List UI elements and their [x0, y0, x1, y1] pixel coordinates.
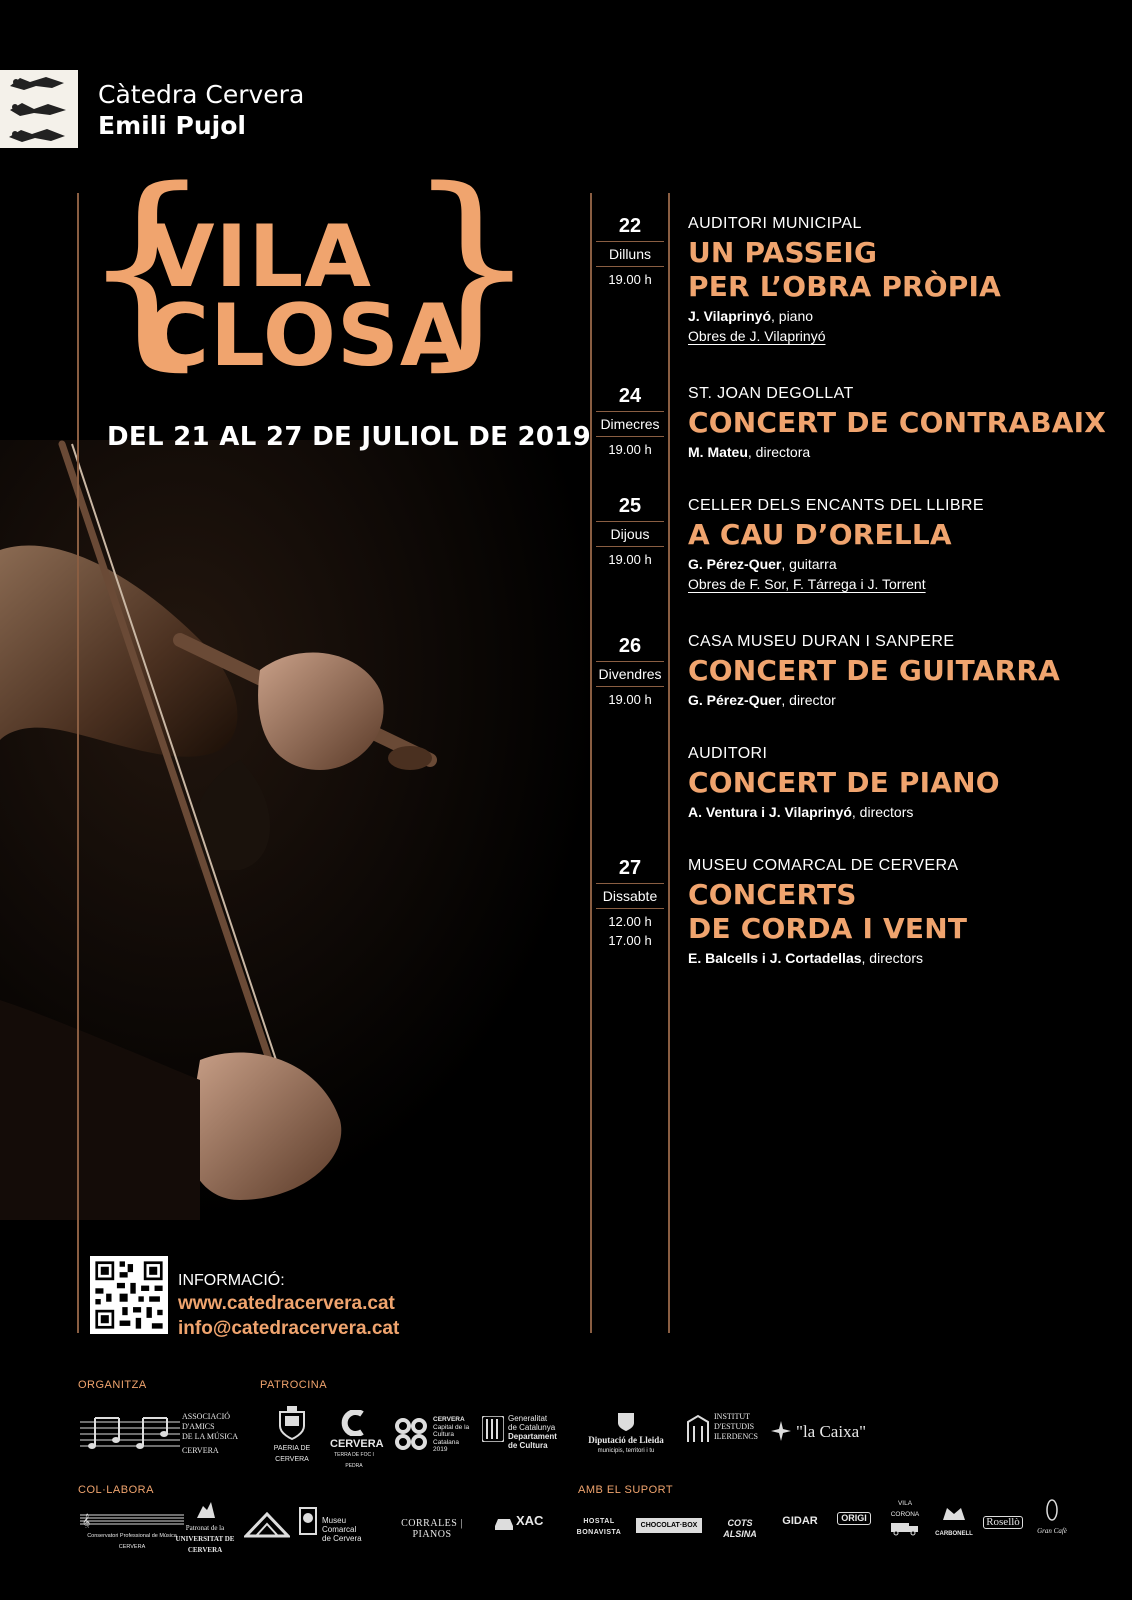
event-performer: E. Balcells i J. Cortadellas, directors: [688, 950, 923, 966]
capital-cultura-icon: [393, 1416, 429, 1452]
paeria-cervera-logo: PAERIA DE CERVERA: [262, 1406, 322, 1465]
day-number: 24: [618, 385, 642, 407]
music-staff-icon: [80, 1414, 180, 1454]
day-number: 26: [618, 635, 642, 657]
day-24: [590, 384, 670, 459]
car-icon: [494, 1514, 514, 1532]
music-staff-icon: [80, 1512, 184, 1528]
gidar-logo: GIDAR: [782, 1515, 818, 1527]
event-venue: AUDITORI MUNICIPAL: [688, 215, 862, 232]
day-weekday: Divendres: [598, 666, 662, 682]
day-weekday: Dissabte: [602, 888, 658, 904]
event-performer: J. Vilaprinyó, piano: [688, 308, 814, 324]
museu-icon: [296, 1506, 320, 1536]
conservatori-logo: 𝄞 Conservatori Professional de Música CERVERA: [80, 1512, 184, 1553]
event-title: A CAU D’ORELLA: [688, 518, 952, 551]
section-suport: AMB EL SUPORT: [578, 1484, 674, 1496]
svg-text:𝄞: 𝄞: [82, 1514, 91, 1528]
generalitat-logo: Generalitat de Catalunya Departament de Cultura: [482, 1414, 572, 1454]
day-number: 27: [618, 857, 642, 879]
brace-left: {: [80, 144, 214, 389]
website-link[interactable]: www.catedracervera.cat: [178, 1293, 395, 1314]
event-performer: G. Pérez-Quer, guitarra: [688, 556, 837, 572]
event-title: UN PASSEIG: [688, 236, 878, 269]
email-link[interactable]: info@catedracervera.cat: [178, 1318, 400, 1339]
event-title: PER L’OBRA PRÒPIA: [688, 270, 1002, 303]
gran-cafe-icon: [1045, 1498, 1059, 1522]
day-number: 22: [618, 215, 642, 237]
triangle-logo-icon: [244, 1512, 290, 1538]
event-venue: CELLER DELS ENCANTS DEL LLIBRE: [688, 497, 984, 514]
brand-subtitle: Emili Pujol: [98, 111, 246, 140]
event-venue: ST. JOAN DEGOLLAT: [688, 385, 854, 402]
chocolat-box-logo: CHOCOLAT·BOX: [636, 1518, 702, 1533]
cervera-logo: CERVERA TERRA DE FOC I PEDRA: [330, 1410, 378, 1472]
day-time: 19.00 h: [608, 552, 652, 567]
corrales-pianos-logo: CORRALES | PIANOS: [401, 1518, 463, 1540]
amics-musica-logo: ASSOCIACIÓ D'AMICS DE LA MÚSICA CERVERA: [80, 1410, 240, 1460]
museu-comarcal-logo: Museu Comarcal de Cervera: [296, 1506, 376, 1542]
truck-icon: [890, 1520, 920, 1536]
senyera-icon: [482, 1416, 504, 1442]
day-22: [590, 214, 670, 289]
event-item: [688, 214, 1128, 346]
section-organitza: ORGANITZA: [78, 1379, 147, 1391]
xac-logo: XAC: [494, 1512, 560, 1542]
event-performer: M. Mateu, directora: [688, 444, 811, 460]
event-title: DE CORDA I VENT: [688, 912, 968, 945]
brace-right: }: [405, 144, 539, 389]
day-27: [590, 856, 670, 950]
event-works: Obres de F. Sor, F. Tárrega i J. Torrent: [688, 576, 926, 592]
section-patrocina: PATROCINA: [260, 1379, 328, 1391]
capital-cultura-logo: CERVERA Capital de la Cultura Catalana 2019: [393, 1416, 473, 1456]
day-weekday: Dilluns: [608, 246, 651, 262]
day-26: [590, 634, 670, 709]
day-time: 12.00 h: [608, 914, 652, 929]
event-item: [688, 496, 1128, 594]
event-title: CONCERT DE CONTRABAIX: [688, 406, 1107, 439]
origi-logo: ORIGI: [832, 1512, 876, 1525]
festival-title-line2: CLOSA: [146, 286, 468, 386]
rosello-logo: Rosellò: [982, 1516, 1024, 1529]
violinist-photo: [0, 440, 600, 1220]
event-title: CONCERT DE PIANO: [688, 766, 1000, 799]
catedra-logo: [0, 70, 78, 148]
carbonell-logo: CARBONELL: [934, 1504, 974, 1540]
gran-cafe-logo: Gran Cafè: [1030, 1498, 1074, 1537]
carbonell-crest-icon: [941, 1504, 967, 1524]
patronat-universitat-logo: Patronat de la UNIVERSITAT DE CERVERA: [172, 1500, 238, 1556]
diputacio-shield-icon: [617, 1410, 635, 1432]
day-weekday: Dijous: [610, 526, 650, 542]
event-item: [688, 632, 1128, 710]
event-performer: A. Ventura i J. Vilaprinyó, directors: [688, 804, 914, 820]
day-weekday: Dimecres: [600, 416, 660, 432]
event-item: [688, 856, 1128, 968]
event-works: Obres de J. Vilaprinyó: [688, 328, 826, 344]
festival-title-line1: VILA: [148, 207, 372, 307]
day-time: 19.00 h: [608, 442, 652, 457]
divider-left: [77, 193, 79, 1333]
day-time: 17.00 h: [608, 933, 652, 948]
event-item: [688, 384, 1128, 462]
diputacio-lleida-logo: Diputació de Lleida municipis, territori i tu: [576, 1410, 676, 1457]
hostal-bonavista-logo: HOSTAL BONAVISTA: [576, 1518, 622, 1536]
divider-middle: [590, 193, 592, 1333]
info-label: INFORMACIÓ:: [178, 1272, 285, 1289]
musician-figure-icon: [6, 126, 70, 144]
iel-logo: INSTITUT D'ESTUDIS ILERDENCS: [686, 1412, 758, 1452]
divider-right: [668, 193, 670, 1333]
event-title: CONCERT DE GUITARRA: [688, 654, 1061, 687]
brand-name: Càtedra Cervera: [98, 80, 305, 109]
vila-corona-logo: VILA CORONA: [886, 1498, 924, 1540]
day-time: 19.00 h: [608, 272, 652, 287]
event-venue: CASA MUSEU DURAN I SANPERE: [688, 633, 955, 650]
event-title: CONCERTS: [688, 878, 857, 911]
festival-dates: DEL 21 AL 27 DE JULIOL DE 2019: [107, 422, 592, 452]
cervera-c-icon: [338, 1410, 370, 1436]
cots-alsina-logo: COTS ALSINA: [723, 1518, 757, 1539]
star-icon: [770, 1420, 792, 1442]
day-25: [590, 494, 670, 569]
day-time: 19.00 h: [608, 692, 652, 707]
day-number: 25: [618, 495, 642, 517]
event-venue: MUSEU COMARCAL DE CERVERA: [688, 857, 959, 874]
event-performer: G. Pérez-Quer, director: [688, 692, 836, 708]
patronat-figure-icon: [193, 1500, 217, 1520]
event-item: [688, 744, 1128, 822]
coat-of-arms-icon: [278, 1406, 306, 1440]
musician-figure-icon: [6, 100, 70, 118]
section-collabora: COL·LABORA: [78, 1484, 154, 1496]
qr-code[interactable]: [90, 1256, 168, 1334]
event-venue: AUDITORI: [688, 745, 768, 762]
la-caixa-logo: "la Caixa": [770, 1420, 880, 1444]
iel-building-icon: [686, 1414, 710, 1444]
musician-figure-icon: [6, 74, 70, 92]
